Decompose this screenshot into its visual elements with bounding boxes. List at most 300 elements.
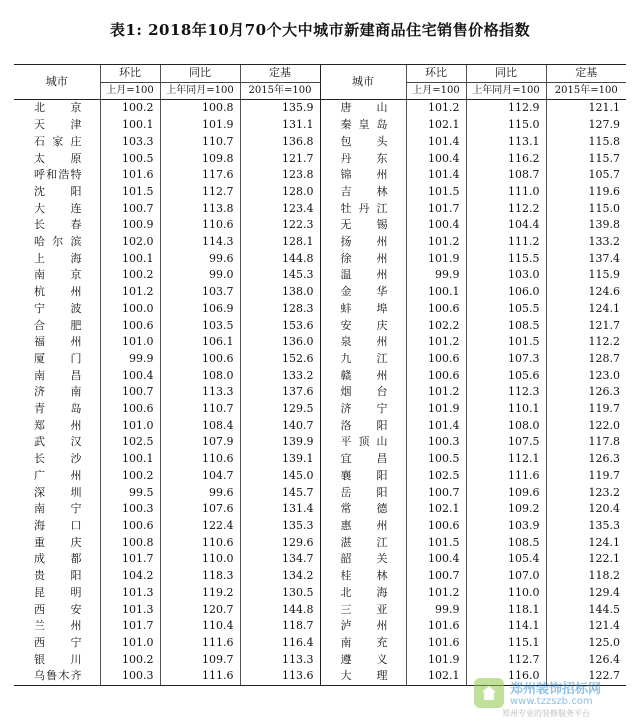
yoy-right-cell: 111.0	[466, 184, 546, 201]
base-left-cell: 145.0	[240, 468, 320, 485]
yoy-left-cell: 118.3	[160, 568, 240, 585]
base-right-cell: 137.4	[546, 251, 626, 268]
city-left-cell: 兰州	[34, 619, 82, 633]
city-left-cell: 海口	[34, 518, 82, 532]
city-right-cell: 泉州	[320, 334, 406, 351]
city-left-cell: 西安	[34, 602, 82, 616]
base-right-cell: 123.2	[546, 485, 626, 502]
base-right-cell: 123.0	[546, 368, 626, 385]
city-left-cell: 济南	[34, 385, 82, 399]
yoy-right-cell: 105.6	[466, 368, 546, 385]
yoy-left-cell: 114.3	[160, 234, 240, 251]
yoy-left-cell: 119.2	[160, 585, 240, 602]
base-left-cell: 131.1	[240, 117, 320, 134]
table-row	[14, 401, 626, 418]
price-index-table	[14, 64, 626, 686]
mom-left-cell: 100.8	[100, 535, 160, 552]
base-left-cell: 122.3	[240, 217, 320, 234]
city-right-cell: 温州	[320, 267, 406, 284]
yoy-left-cell: 113.8	[160, 201, 240, 218]
yoy-left-cell: 110.7	[160, 134, 240, 151]
base-left-cell: 139.1	[240, 451, 320, 468]
table-row	[14, 234, 626, 251]
mom-left-cell: 100.6	[100, 518, 160, 535]
yoy-right-cell: 105.5	[466, 301, 546, 318]
city-right-cell: 秦皇岛	[320, 117, 406, 134]
table-row	[14, 518, 626, 535]
yoy-right-cell: 110.1	[466, 401, 546, 418]
base-right-cell: 121.1	[546, 100, 626, 117]
city-left-cell: 杭州	[34, 285, 82, 299]
base-left-cell: 153.6	[240, 318, 320, 335]
mom-left-cell: 99.5	[100, 485, 160, 502]
mom-left-cell: 100.1	[100, 117, 160, 134]
base-left-cell: 136.8	[240, 134, 320, 151]
mom-left-cell: 100.1	[100, 251, 160, 268]
yoy-left-cell: 100.8	[160, 100, 240, 117]
base-left-cell: 144.8	[240, 602, 320, 619]
yoy-left-cell: 107.6	[160, 501, 240, 518]
city-right-cell: 桂林	[320, 568, 406, 585]
yoy-right-cell: 115.5	[466, 251, 546, 268]
yoy-left-cell: 99.6	[160, 251, 240, 268]
city-right-cell: 济宁	[320, 401, 406, 418]
mom-left-cell: 101.0	[100, 334, 160, 351]
yoy-left-cell: 108.0	[160, 368, 240, 385]
city-right-cell: 锦州	[320, 167, 406, 184]
mom-right-cell: 100.6	[406, 301, 466, 318]
base-left-cell: 145.7	[240, 485, 320, 502]
yoy-right-cell: 109.6	[466, 485, 546, 502]
yoy-left-cell: 108.4	[160, 418, 240, 435]
city-left-cell: 郑州	[34, 418, 82, 432]
yoy-right-cell: 101.5	[466, 334, 546, 351]
yoy-right-cell: 118.1	[466, 602, 546, 619]
mom-right-cell: 101.9	[406, 251, 466, 268]
base-right-cell: 126.3	[546, 451, 626, 468]
mom-left-cell: 102.0	[100, 234, 160, 251]
mom-right-cell: 100.7	[406, 568, 466, 585]
city-right-cell: 徐州	[320, 251, 406, 268]
table-row	[14, 134, 626, 151]
yoy-left-cell: 106.1	[160, 334, 240, 351]
base-header-right: 定基	[546, 65, 626, 83]
mom-left-cell: 100.3	[100, 668, 160, 685]
city-right-cell: 蚌埠	[320, 301, 406, 318]
city-left-cell: 北京	[34, 101, 82, 115]
yoy-right-cell: 111.2	[466, 234, 546, 251]
city-left-cell: 宁波	[34, 301, 82, 315]
mom-left-cell: 100.3	[100, 501, 160, 518]
base-left-cell: 137.6	[240, 384, 320, 401]
yoy-header-left: 同比	[160, 65, 240, 83]
base-right-cell: 129.4	[546, 585, 626, 602]
base-left-cell: 129.5	[240, 401, 320, 418]
base-left-cell: 128.1	[240, 234, 320, 251]
base-right-cell: 125.0	[546, 635, 626, 652]
mom-right-cell: 101.4	[406, 134, 466, 151]
base-left-cell: 128.3	[240, 301, 320, 318]
yoy-left-cell: 110.6	[160, 451, 240, 468]
table-row	[14, 652, 626, 669]
yoy-left-cell: 107.9	[160, 434, 240, 451]
city-right-cell: 唐山	[320, 100, 406, 117]
base-right-cell: 118.2	[546, 568, 626, 585]
yoy-right-cell: 108.5	[466, 318, 546, 335]
yoy-left-cell: 110.7	[160, 401, 240, 418]
yoy-left-cell: 103.5	[160, 318, 240, 335]
city-left-cell: 上海	[34, 251, 82, 265]
city-left-cell: 南宁	[34, 502, 82, 516]
yoy-right-cell: 108.5	[466, 535, 546, 552]
yoy-right-cell: 115.1	[466, 635, 546, 652]
city-right-cell: 宜昌	[320, 451, 406, 468]
base-left-cell: 123.8	[240, 167, 320, 184]
city-left-cell: 长沙	[34, 452, 82, 466]
mom-right-cell: 99.9	[406, 602, 466, 619]
base-left-cell: 129.6	[240, 535, 320, 552]
mom-left-cell: 104.2	[100, 568, 160, 585]
base-left-cell: 140.7	[240, 418, 320, 435]
yoy-left-cell: 111.6	[160, 635, 240, 652]
base-right-cell: 133.2	[546, 234, 626, 251]
city-right-cell: 遵义	[320, 652, 406, 669]
mom-right-cell: 101.2	[406, 100, 466, 117]
watermark-name: 郑州装饰招标网	[510, 682, 602, 697]
base-right-cell: 115.0	[546, 201, 626, 218]
yoy-subheader-right: 上年同月=100	[466, 82, 546, 100]
city-left-cell: 大连	[34, 201, 82, 215]
yoy-right-cell: 108.0	[466, 418, 546, 435]
table-row	[14, 635, 626, 652]
mom-left-cell: 102.5	[100, 434, 160, 451]
city-left-cell: 合肥	[34, 318, 82, 332]
mom-right-cell: 101.2	[406, 585, 466, 602]
mom-left-cell: 100.2	[100, 468, 160, 485]
base-right-cell: 135.3	[546, 518, 626, 535]
yoy-right-cell: 116.0	[466, 668, 546, 685]
yoy-left-cell: 110.4	[160, 618, 240, 635]
mom-right-cell: 100.4	[406, 217, 466, 234]
yoy-right-cell: 110.0	[466, 585, 546, 602]
base-left-cell: 135.3	[240, 518, 320, 535]
table-row	[14, 485, 626, 502]
mom-right-cell: 102.5	[406, 468, 466, 485]
city-right-cell: 平顶山	[320, 434, 406, 451]
yoy-right-cell: 107.5	[466, 434, 546, 451]
yoy-left-cell: 111.6	[160, 668, 240, 685]
mom-left-cell: 100.2	[100, 652, 160, 669]
mom-left-cell: 100.0	[100, 301, 160, 318]
mom-right-cell: 100.4	[406, 151, 466, 168]
city-right-cell: 安庆	[320, 318, 406, 335]
base-right-cell: 121.4	[546, 618, 626, 635]
yoy-left-cell: 110.6	[160, 535, 240, 552]
page-title: 表1: 2018年10月70个大中城市新建商品住宅销售价格指数	[109, 21, 531, 39]
city-right-cell: 南充	[320, 635, 406, 652]
table-row	[14, 301, 626, 318]
table-row	[14, 334, 626, 351]
base-subheader-right: 2015年=100	[546, 82, 626, 100]
mom-right-cell: 100.6	[406, 351, 466, 368]
yoy-right-cell: 112.1	[466, 451, 546, 468]
table-row	[14, 618, 626, 635]
house-logo-icon	[474, 678, 504, 708]
base-right-cell: 115.7	[546, 151, 626, 168]
mom-left-cell: 100.6	[100, 318, 160, 335]
city-header-right: 城市	[320, 65, 406, 100]
base-left-cell: 121.7	[240, 151, 320, 168]
city-left-cell: 乌鲁木齐	[14, 668, 100, 685]
city-left-cell: 南昌	[34, 368, 82, 382]
mom-right-cell: 101.4	[406, 418, 466, 435]
base-right-cell: 126.4	[546, 652, 626, 669]
yoy-right-cell: 105.4	[466, 551, 546, 568]
city-left-cell: 成都	[34, 552, 82, 566]
yoy-left-cell: 112.7	[160, 184, 240, 201]
table-body	[14, 100, 626, 686]
base-left-cell: 152.6	[240, 351, 320, 368]
base-left-cell: 133.2	[240, 368, 320, 385]
watermark-tagline: 郑州专业的装修服务平台	[502, 709, 590, 718]
yoy-right-cell: 112.3	[466, 384, 546, 401]
base-left-cell: 116.4	[240, 635, 320, 652]
base-right-cell: 128.7	[546, 351, 626, 368]
city-left-cell: 青岛	[34, 402, 82, 416]
city-left-cell: 太原	[34, 151, 82, 165]
yoy-left-cell: 101.9	[160, 117, 240, 134]
yoy-right-cell: 112.9	[466, 100, 546, 117]
mom-left-cell: 99.9	[100, 351, 160, 368]
mom-right-cell: 99.9	[406, 267, 466, 284]
table-row	[14, 501, 626, 518]
base-left-cell: 130.5	[240, 585, 320, 602]
base-left-cell: 135.9	[240, 100, 320, 117]
mom-left-cell: 100.9	[100, 217, 160, 234]
city-right-cell: 常德	[320, 501, 406, 518]
yoy-right-cell: 115.0	[466, 117, 546, 134]
base-left-cell: 118.7	[240, 618, 320, 635]
base-right-cell: 139.8	[546, 217, 626, 234]
mom-right-cell: 101.2	[406, 234, 466, 251]
mom-right-cell: 101.4	[406, 167, 466, 184]
mom-header-right: 环比	[406, 65, 466, 83]
yoy-left-cell: 110.6	[160, 217, 240, 234]
base-subheader-left: 2015年=100	[240, 82, 320, 100]
city-right-cell: 北海	[320, 585, 406, 602]
table-row	[14, 468, 626, 485]
mom-left-cell: 100.7	[100, 384, 160, 401]
base-right-cell: 120.4	[546, 501, 626, 518]
yoy-left-cell: 103.7	[160, 284, 240, 301]
mom-right-cell: 101.6	[406, 618, 466, 635]
yoy-left-cell: 99.6	[160, 485, 240, 502]
mom-right-cell: 101.5	[406, 535, 466, 552]
base-left-cell: 128.0	[240, 184, 320, 201]
table-row	[14, 551, 626, 568]
yoy-left-cell: 120.7	[160, 602, 240, 619]
base-right-cell: 119.6	[546, 184, 626, 201]
mom-left-cell: 101.5	[100, 184, 160, 201]
base-right-cell: 112.2	[546, 334, 626, 351]
base-left-cell: 136.0	[240, 334, 320, 351]
base-right-cell: 144.5	[546, 602, 626, 619]
mom-header-left: 环比	[100, 65, 160, 83]
city-left-cell: 贵阳	[34, 569, 82, 583]
city-left-cell: 天津	[34, 118, 82, 132]
base-left-cell: 138.0	[240, 284, 320, 301]
city-left-cell: 银川	[34, 652, 82, 666]
yoy-header-right: 同比	[466, 65, 546, 83]
city-left-cell: 石家庄	[34, 134, 82, 148]
city-right-cell: 岳阳	[320, 485, 406, 502]
base-left-cell: 139.9	[240, 434, 320, 451]
yoy-left-cell: 100.6	[160, 351, 240, 368]
mom-left-cell: 101.6	[100, 167, 160, 184]
table-row	[14, 384, 626, 401]
mom-left-cell: 103.3	[100, 134, 160, 151]
base-right-cell: 127.9	[546, 117, 626, 134]
city-right-cell: 洛阳	[320, 418, 406, 435]
city-right-cell: 三亚	[320, 602, 406, 619]
city-right-cell: 烟台	[320, 384, 406, 401]
mom-left-cell: 101.3	[100, 585, 160, 602]
mom-right-cell: 100.7	[406, 485, 466, 502]
watermark-url: www.tzzszb.com	[510, 696, 593, 707]
yoy-right-cell: 112.2	[466, 201, 546, 218]
mom-right-cell: 100.3	[406, 434, 466, 451]
yoy-right-cell: 103.9	[466, 518, 546, 535]
base-right-cell: 115.8	[546, 134, 626, 151]
mom-left-cell: 100.6	[100, 401, 160, 418]
city-left-cell: 武汉	[34, 435, 82, 449]
base-right-cell: 126.3	[546, 384, 626, 401]
yoy-right-cell: 108.7	[466, 167, 546, 184]
yoy-left-cell: 106.9	[160, 301, 240, 318]
base-header-left: 定基	[240, 65, 320, 83]
mom-left-cell: 100.2	[100, 100, 160, 117]
yoy-right-cell: 107.0	[466, 568, 546, 585]
mom-right-cell: 101.2	[406, 334, 466, 351]
yoy-right-cell: 106.0	[466, 284, 546, 301]
city-left-cell: 福州	[34, 335, 82, 349]
yoy-left-cell: 117.6	[160, 167, 240, 184]
yoy-right-cell: 109.2	[466, 501, 546, 518]
mom-left-cell: 101.0	[100, 418, 160, 435]
yoy-subheader-left: 上年同月=100	[160, 82, 240, 100]
yoy-left-cell: 113.3	[160, 384, 240, 401]
mom-right-cell: 102.2	[406, 318, 466, 335]
table-row	[14, 217, 626, 234]
mom-left-cell: 100.5	[100, 151, 160, 168]
table-row	[14, 318, 626, 335]
city-right-cell: 牡丹江	[320, 201, 406, 218]
table-row	[14, 100, 626, 117]
mom-left-cell: 101.2	[100, 284, 160, 301]
base-left-cell: 113.6	[240, 668, 320, 685]
header-row	[14, 65, 626, 83]
mom-left-cell: 100.1	[100, 451, 160, 468]
yoy-right-cell: 111.6	[466, 468, 546, 485]
yoy-right-cell: 107.3	[466, 351, 546, 368]
city-left-cell: 昆明	[34, 585, 82, 599]
yoy-left-cell: 122.4	[160, 518, 240, 535]
mom-right-cell: 102.1	[406, 117, 466, 134]
table-row	[14, 451, 626, 468]
yoy-right-cell: 112.7	[466, 652, 546, 669]
city-right-cell: 湛江	[320, 535, 406, 552]
city-left-cell: 西宁	[34, 635, 82, 649]
base-right-cell: 124.1	[546, 301, 626, 318]
table-row	[14, 251, 626, 268]
table-row	[14, 151, 626, 168]
mom-right-cell: 101.9	[406, 652, 466, 669]
yoy-right-cell: 104.4	[466, 217, 546, 234]
yoy-right-cell: 113.1	[466, 134, 546, 151]
mom-subheader-left: 上月=100	[100, 82, 160, 100]
base-right-cell: 119.7	[546, 401, 626, 418]
base-left-cell: 134.7	[240, 551, 320, 568]
yoy-left-cell: 110.0	[160, 551, 240, 568]
table-row	[14, 267, 626, 284]
mom-right-cell: 100.6	[406, 518, 466, 535]
mom-right-cell: 101.9	[406, 401, 466, 418]
table-row	[14, 117, 626, 134]
yoy-right-cell: 103.0	[466, 267, 546, 284]
base-right-cell: 122.7	[546, 668, 626, 685]
city-header-left: 城市	[14, 65, 100, 100]
city-right-cell: 金华	[320, 284, 406, 301]
base-left-cell: 131.4	[240, 501, 320, 518]
city-right-cell: 无锡	[320, 217, 406, 234]
mom-right-cell: 102.1	[406, 501, 466, 518]
table-row	[14, 568, 626, 585]
city-right-cell: 惠州	[320, 518, 406, 535]
watermark	[474, 674, 634, 720]
mom-right-cell: 101.5	[406, 184, 466, 201]
table-row	[14, 585, 626, 602]
mom-right-cell: 101.2	[406, 384, 466, 401]
city-right-cell: 扬州	[320, 234, 406, 251]
table-row	[14, 167, 626, 184]
table-row	[14, 184, 626, 201]
city-right-cell: 泸州	[320, 618, 406, 635]
city-left-cell: 深圳	[34, 485, 82, 499]
yoy-left-cell: 109.8	[160, 151, 240, 168]
city-left-cell: 重庆	[34, 535, 82, 549]
mom-left-cell: 100.7	[100, 201, 160, 218]
mom-subheader-right: 上月=100	[406, 82, 466, 100]
city-left-cell: 呼和浩特	[34, 168, 82, 182]
base-right-cell: 124.6	[546, 284, 626, 301]
mom-left-cell: 101.0	[100, 635, 160, 652]
base-left-cell: 123.4	[240, 201, 320, 218]
base-right-cell: 119.7	[546, 468, 626, 485]
mom-left-cell: 100.4	[100, 368, 160, 385]
base-right-cell: 122.1	[546, 551, 626, 568]
base-left-cell: 113.3	[240, 652, 320, 669]
city-right-cell: 襄阳	[320, 468, 406, 485]
city-right-cell: 赣州	[320, 368, 406, 385]
yoy-left-cell: 104.7	[160, 468, 240, 485]
base-right-cell: 122.0	[546, 418, 626, 435]
base-left-cell: 145.3	[240, 267, 320, 284]
city-left-cell: 沈阳	[34, 184, 82, 198]
city-left-cell: 哈尔滨	[34, 235, 82, 249]
base-left-cell: 144.8	[240, 251, 320, 268]
table-row	[14, 368, 626, 385]
mom-right-cell: 100.4	[406, 551, 466, 568]
